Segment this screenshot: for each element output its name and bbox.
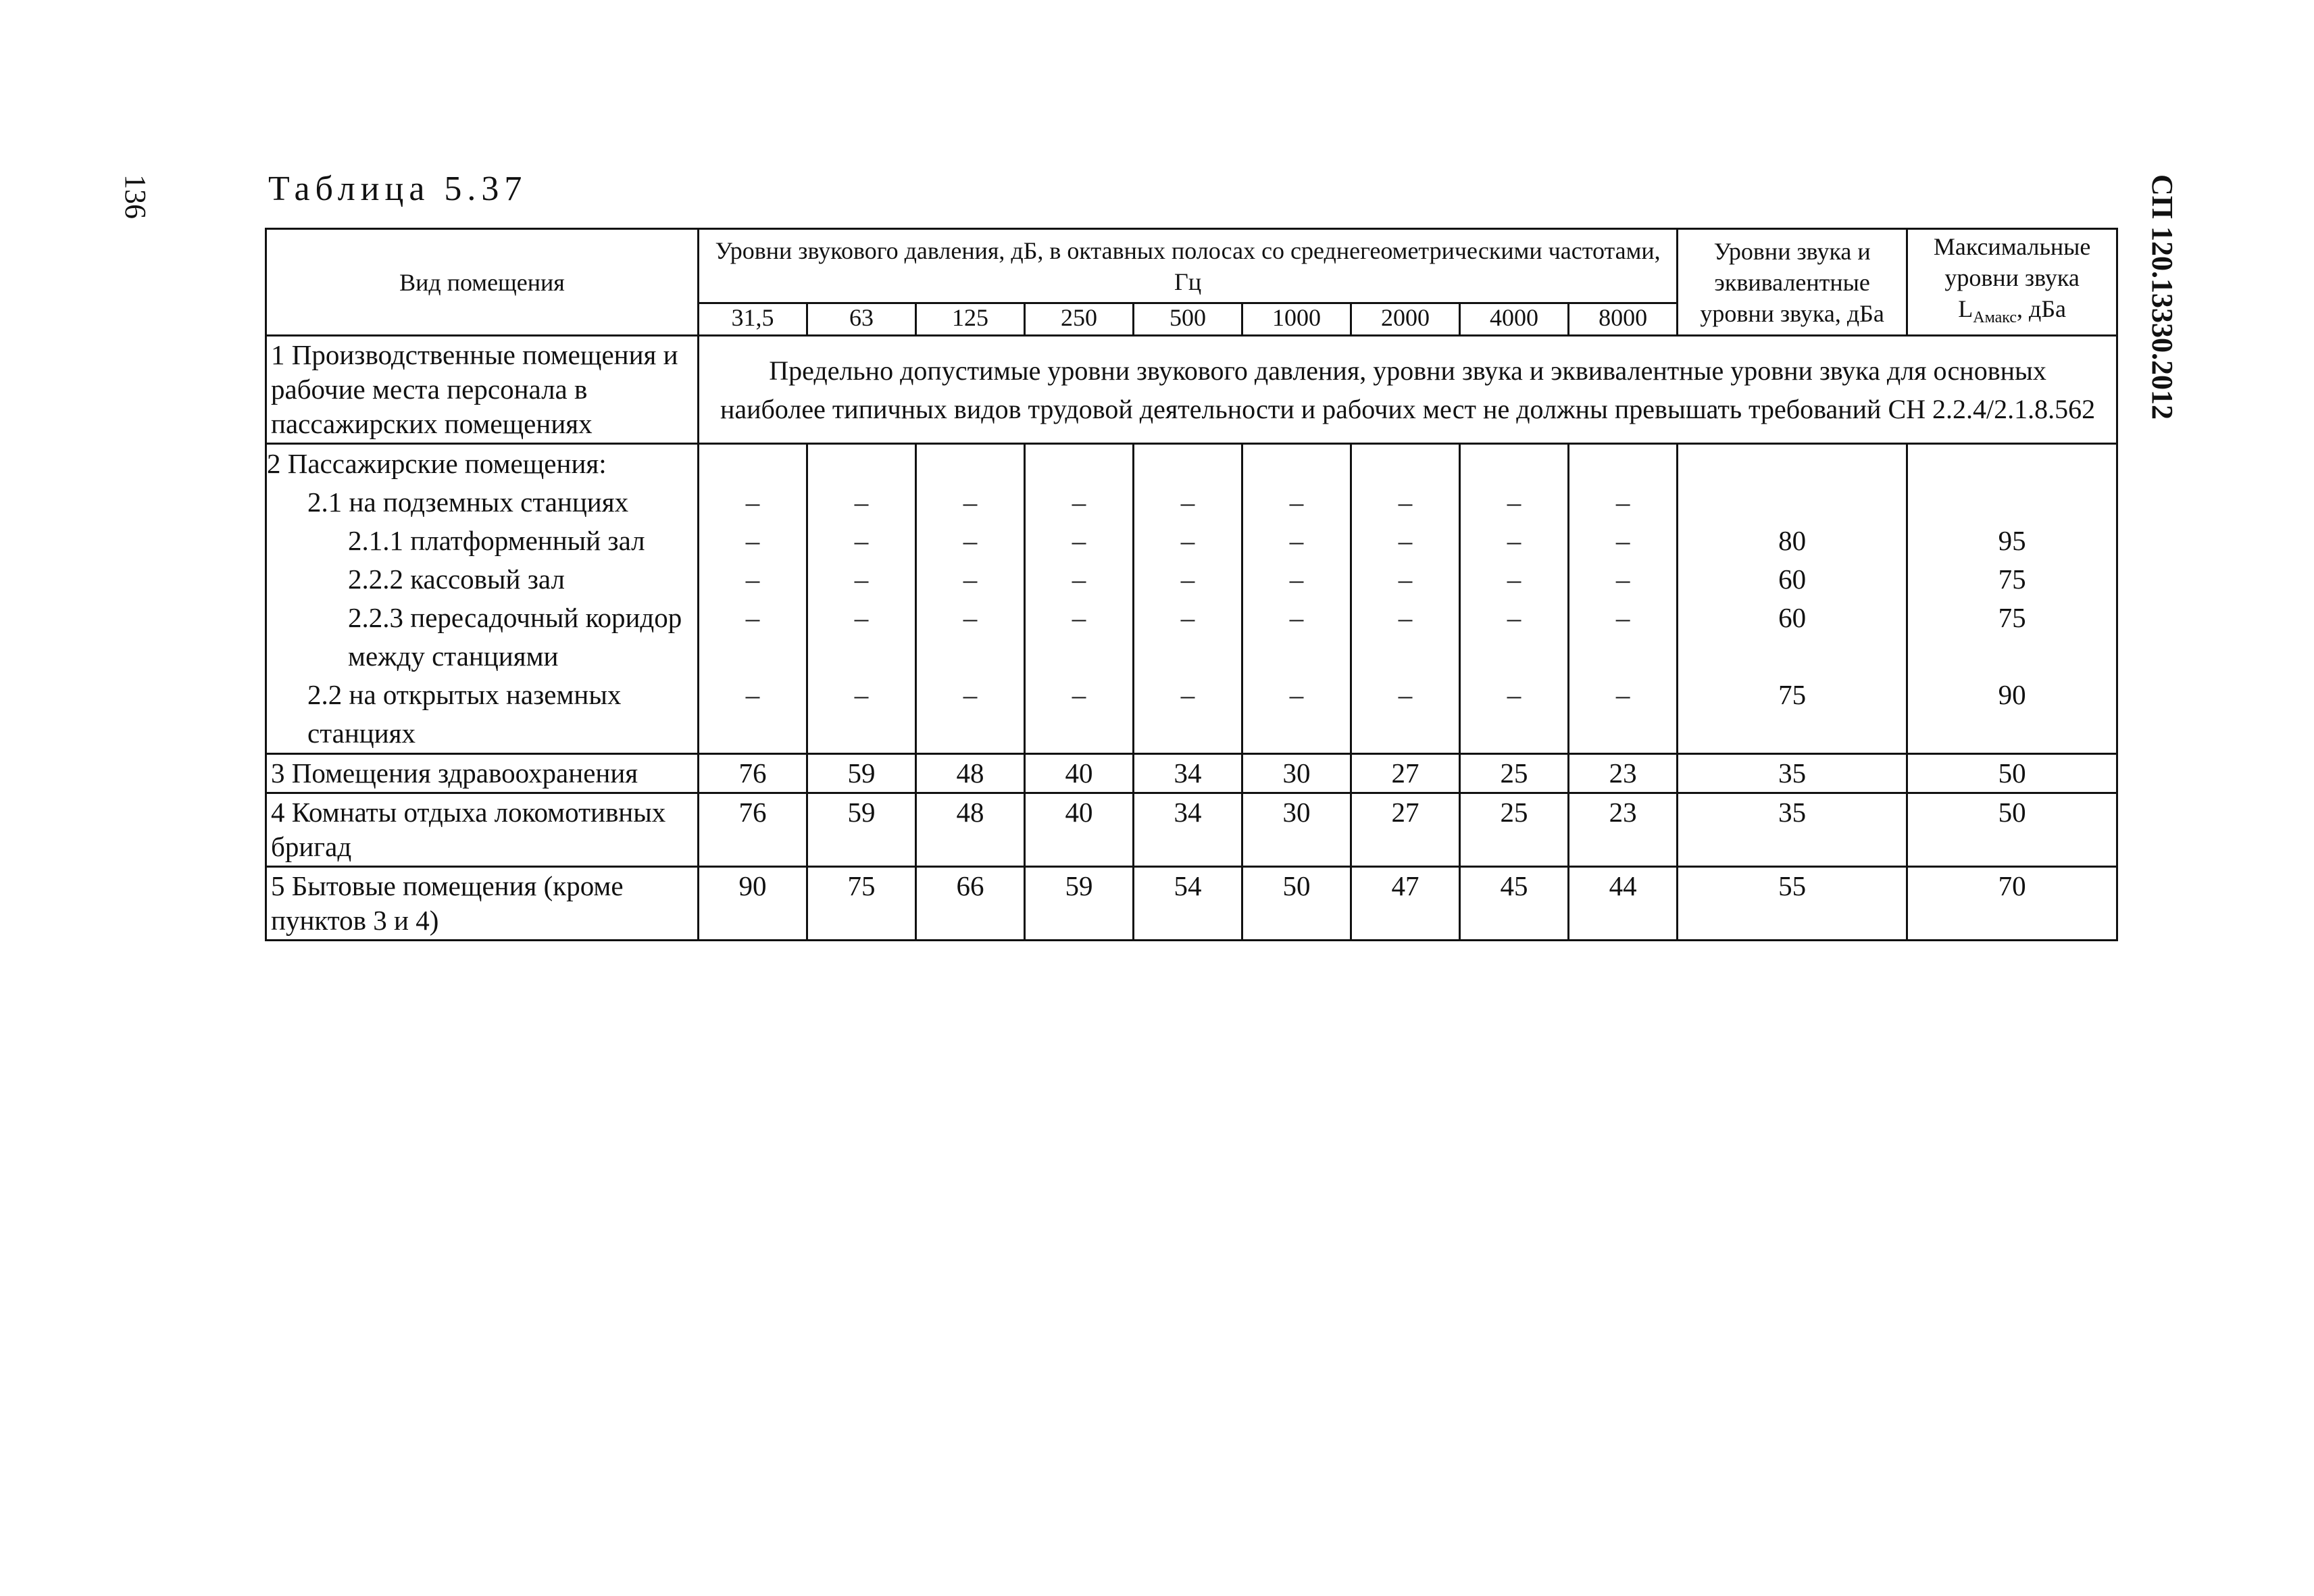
equivalent-level-column (1678, 444, 1907, 754)
dash-column: – – – – – (1025, 444, 1134, 754)
dash-column: – – – – – (699, 444, 807, 754)
table-row (266, 793, 2117, 867)
equiv-value-cell: 35 (1678, 793, 1907, 867)
freq-header: 125 (916, 303, 1025, 336)
freq-header: 250 (1025, 303, 1134, 336)
row-label: 3 Помещения здравоохранения (266, 754, 699, 793)
ticket-equiv-value: 60 (1778, 564, 1807, 595)
transfer-max-value: 75 (1998, 602, 2026, 634)
dash-column: – – – – – (916, 444, 1025, 754)
value-cell: 40 (1025, 793, 1134, 867)
value-cell: 23 (1569, 754, 1678, 793)
row-label: 2.1.1 платформенный зал (348, 525, 645, 557)
dash-column: – – – – – (807, 444, 916, 754)
value-cell: 48 (916, 793, 1025, 867)
open-max-value: 90 (1998, 679, 2026, 711)
table-row-passenger (266, 444, 2117, 754)
value-cell: 30 (1242, 754, 1351, 793)
open-equiv-value: 75 (1778, 679, 1807, 711)
value-cell: 90 (699, 867, 807, 941)
room-type-header: Вид помещения (266, 229, 699, 336)
freq-header: 2000 (1351, 303, 1460, 336)
value-cell: 34 (1134, 793, 1242, 867)
table-row (266, 336, 2117, 444)
value-cell: 59 (807, 754, 916, 793)
freq-header: 31,5 (699, 303, 807, 336)
value-cell: 50 (1242, 867, 1351, 941)
equiv-value-cell: 35 (1678, 754, 1907, 793)
value-cell: 54 (1134, 867, 1242, 941)
max-value-cell: 70 (1907, 867, 2117, 941)
value-cell: 23 (1569, 793, 1678, 867)
row-label: 5 Бытовые помещения (кроме пунктов 3 и 4) (266, 867, 699, 941)
row-label: 1 Производственные помещения и рабочие места персонала в пассажирских помещениях (266, 336, 699, 444)
row-label: 2.2 на открытых наземных станциях (307, 679, 622, 749)
value-cell: 76 (699, 793, 807, 867)
value-cell: 75 (807, 867, 916, 941)
value-cell: 40 (1025, 754, 1134, 793)
table-row (266, 754, 2117, 793)
sound-pressure-header: Уровни звукового давления, дБ, в октавных полосах со среднегеометрическими частотами, Гц (699, 229, 1678, 303)
table-row (266, 867, 2117, 941)
value-cell: 47 (1351, 867, 1460, 941)
platform-equiv-value: 80 (1778, 525, 1807, 557)
freq-header: 4000 (1460, 303, 1569, 336)
value-cell: 34 (1134, 754, 1242, 793)
value-cell: 59 (1025, 867, 1134, 941)
value-cell: 76 (699, 754, 807, 793)
max-level-label: Максимальные уровни звука L (1933, 233, 2091, 322)
row-label: 2.2.2 кассовый зал (348, 564, 565, 595)
value-cell: 25 (1460, 754, 1569, 793)
header-row (266, 229, 2117, 303)
ticket-max-value: 75 (1998, 564, 2026, 595)
max-level-header (1907, 229, 2117, 336)
dash-column: – – – – – (1134, 444, 1242, 754)
document-code: СП 120.13330.2012 (2146, 174, 2179, 420)
transfer-equiv-value: 60 (1778, 602, 1807, 634)
value-cell: 48 (916, 754, 1025, 793)
table-title: Таблица 5.37 (268, 170, 528, 208)
equivalent-level-header: Уровни звука и эквивалентные уровни звука, дБа (1678, 229, 1907, 336)
dash-column: – – – – – (1569, 444, 1678, 754)
value-cell: 27 (1351, 754, 1460, 793)
row-label: 4 Комнаты отдыха локомотивных бригад (266, 793, 699, 867)
dash-column: – – – – – (1351, 444, 1460, 754)
value-cell: 30 (1242, 793, 1351, 867)
equiv-value-cell: 55 (1678, 867, 1907, 941)
industrial-premises-note: Предельно допустимые уровни звукового давления, уровни звука и эквивалентные уровни звука для основных наиболее типичных видов трудовой деятельности и рабочих мест не должны превышать требований СН 2.2.4/2.1.8.562 (699, 336, 2117, 444)
dash-column: – – – – – (1460, 444, 1569, 754)
dash-column: – – – – – (1242, 444, 1351, 754)
freq-header: 8000 (1569, 303, 1678, 336)
value-cell: 27 (1351, 793, 1460, 867)
value-cell: 44 (1569, 867, 1678, 941)
max-level-subscript: Амакс (1973, 309, 2017, 327)
row-label: 2.2.3 пересадочный коридор между станциями (348, 602, 682, 672)
max-value-cell: 50 (1907, 754, 2117, 793)
passenger-labels (266, 444, 699, 754)
value-cell: 45 (1460, 867, 1569, 941)
row-label: 2.1 на подземных станциях (307, 487, 629, 518)
value-cell: 25 (1460, 793, 1569, 867)
max-level-unit: , дБа (2017, 295, 2066, 322)
row-label: 2 Пассажирские помещения: (267, 448, 607, 480)
freq-header: 1000 (1242, 303, 1351, 336)
freq-header: 63 (807, 303, 916, 336)
page-number: 136 (119, 174, 152, 219)
platform-max-value: 95 (1998, 525, 2026, 557)
max-value-cell: 50 (1907, 793, 2117, 867)
max-level-column (1907, 444, 2117, 754)
freq-header: 500 (1134, 303, 1242, 336)
noise-limits-table (265, 228, 2118, 941)
value-cell: 59 (807, 793, 916, 867)
value-cell: 66 (916, 867, 1025, 941)
